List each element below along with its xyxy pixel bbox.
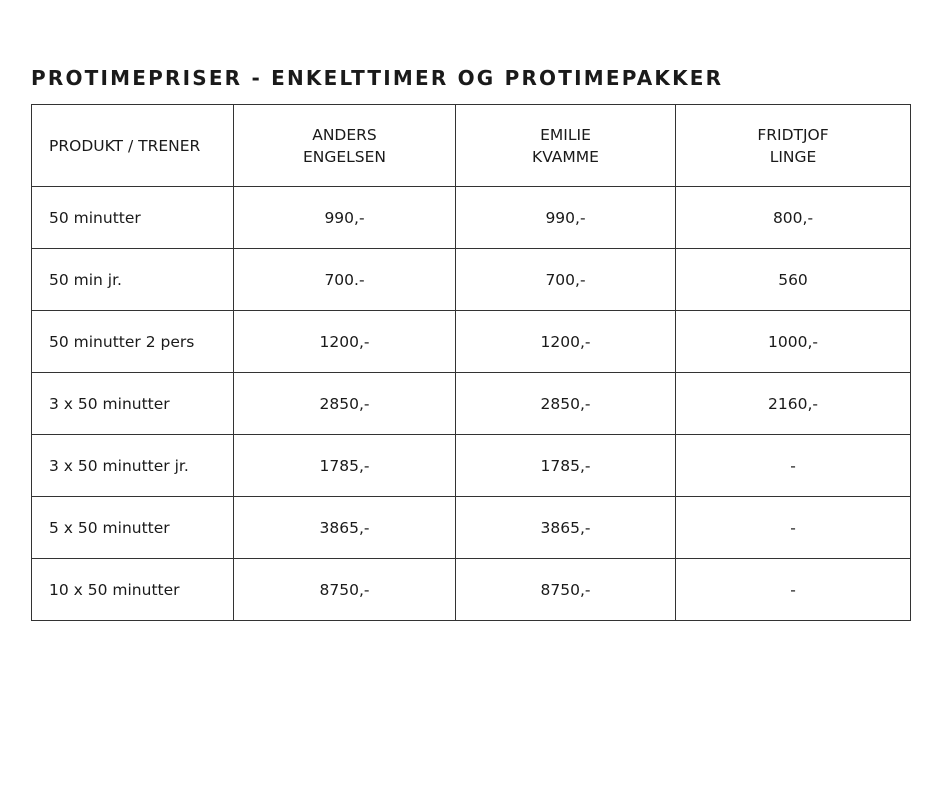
price-cell: 560 [676, 249, 911, 311]
price-cell: 700,- [456, 249, 676, 311]
price-cell: 1000,- [676, 311, 911, 373]
price-cell: 2850,- [234, 373, 456, 435]
header-trainer-last-name: KVAMME [532, 147, 599, 166]
product-cell: 3 x 50 minutter jr. [32, 435, 234, 497]
table-row [32, 249, 911, 311]
price-cell: - [676, 497, 911, 559]
price-cell: 990,- [234, 187, 456, 249]
header-trainer-emilie [456, 105, 676, 187]
header-trainer-first-name: ANDERS [312, 125, 377, 144]
header-trainer-last-name: LINGE [769, 147, 817, 166]
header-trainer-first-name: FRIDTJOF [757, 125, 829, 144]
price-table [31, 104, 911, 621]
table-row [32, 311, 911, 373]
price-cell: 2160,- [676, 373, 911, 435]
price-cell: 3865,- [234, 497, 456, 559]
table-row [32, 435, 911, 497]
product-cell: 5 x 50 minutter [32, 497, 234, 559]
price-cell: 990,- [456, 187, 676, 249]
price-cell: 1785,- [456, 435, 676, 497]
header-trainer-anders [234, 105, 456, 187]
price-cell: 1200,- [234, 311, 456, 373]
product-cell: 50 minutter 2 pers [32, 311, 234, 373]
table-row [32, 559, 911, 621]
table-row [32, 187, 911, 249]
header-trainer-fridtjof [676, 105, 911, 187]
price-cell: 8750,- [234, 559, 456, 621]
table-header-row [32, 105, 911, 187]
product-cell: 3 x 50 minutter [32, 373, 234, 435]
price-cell: 1200,- [456, 311, 676, 373]
price-cell: 2850,- [456, 373, 676, 435]
header-trainer-last-name: ENGELSEN [302, 147, 387, 166]
header-trainer-first-name: EMILIE [540, 125, 591, 144]
price-cell: - [676, 559, 911, 621]
table-row [32, 497, 911, 559]
header-product-trainer: PRODUKT / TRENER [32, 105, 234, 187]
product-cell: 10 x 50 minutter [32, 559, 234, 621]
price-cell: 3865,- [456, 497, 676, 559]
price-cell: 8750,- [456, 559, 676, 621]
price-cell: - [676, 435, 911, 497]
page-title: PROTIMEPRISER - ENKELTTIMER OG PROTIMEPAKKER [31, 66, 724, 90]
product-cell: 50 min jr. [32, 249, 234, 311]
table-row [32, 373, 911, 435]
price-cell: 700.- [234, 249, 456, 311]
price-cell: 800,- [676, 187, 911, 249]
product-cell: 50 minutter [32, 187, 234, 249]
price-cell: 1785,- [234, 435, 456, 497]
